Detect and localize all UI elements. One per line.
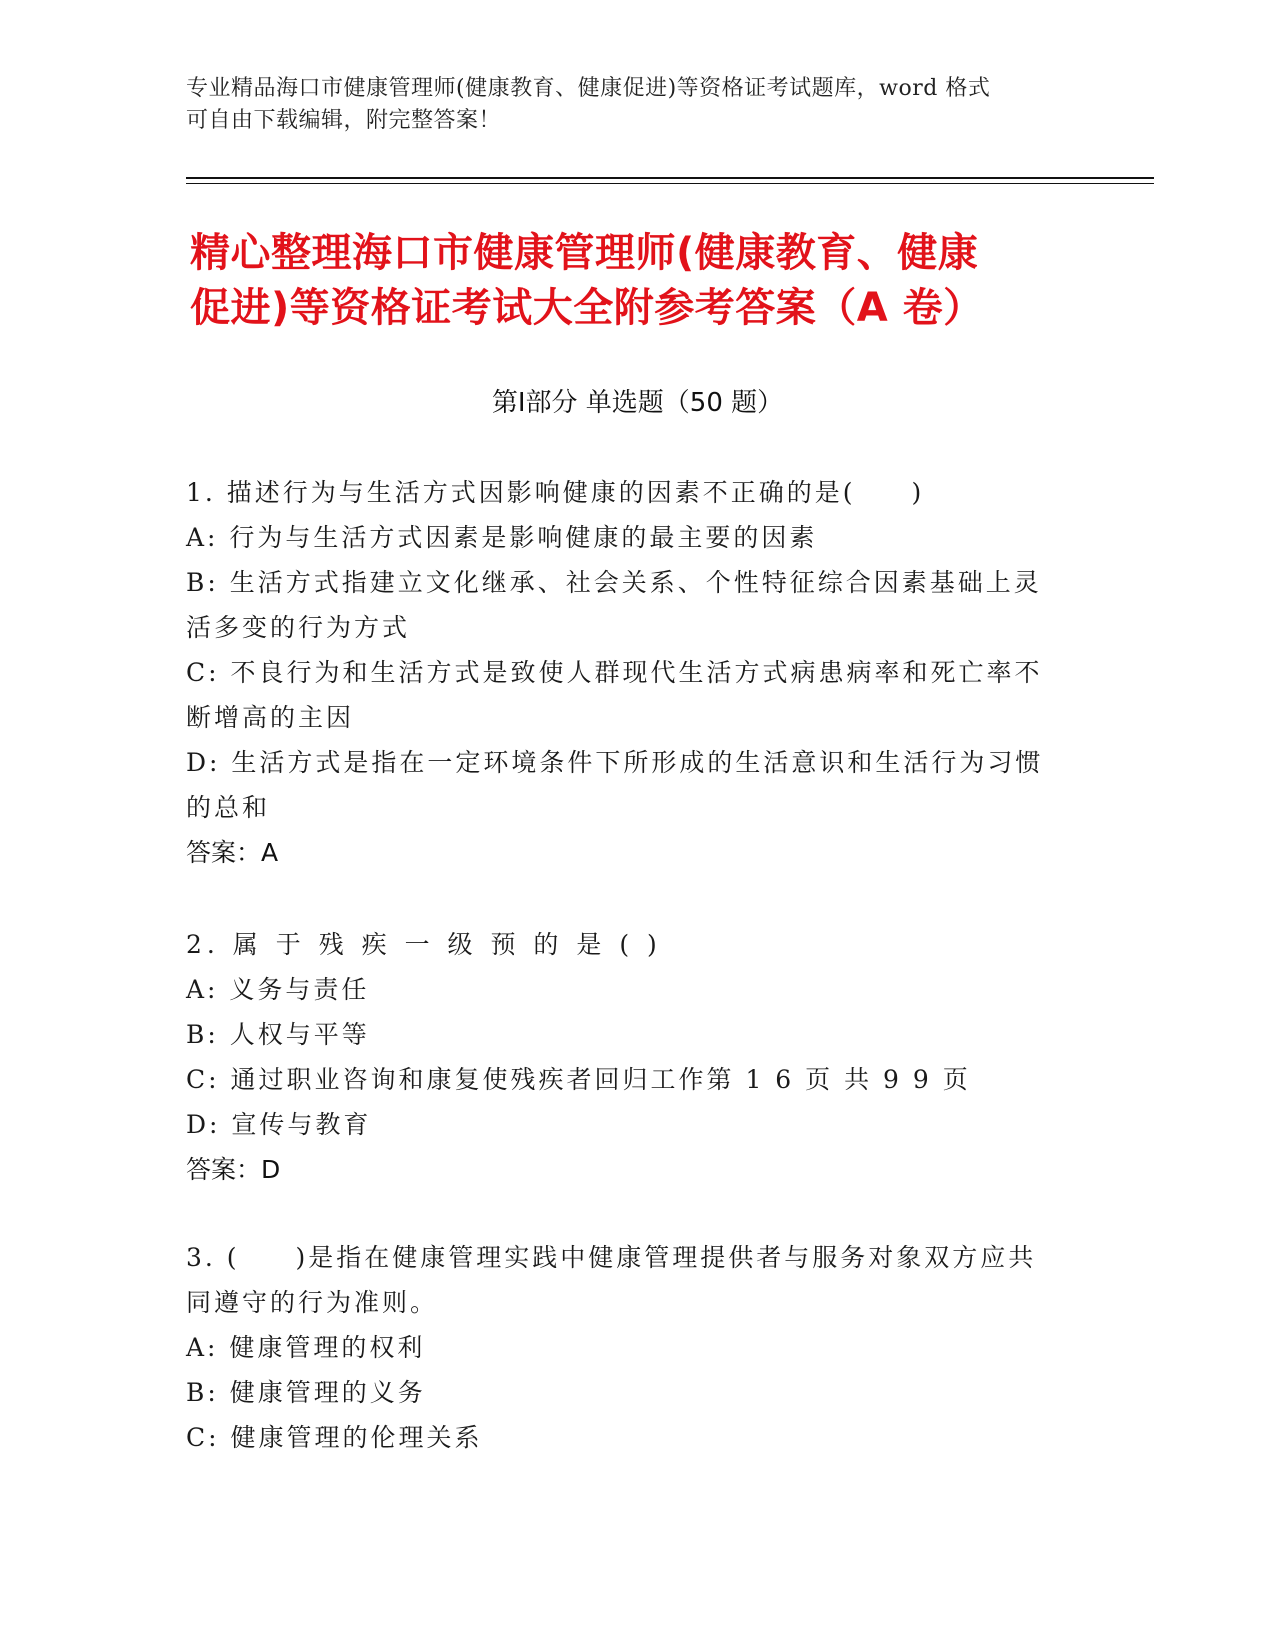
header-rule-thin — [186, 183, 1154, 184]
header-note-line-1: 专业精品海口市健康管理师(健康教育、健康促进)等资格证考试题库，word 格式 — [186, 76, 991, 101]
option-c: C: 健康管理的伦理关系 — [186, 1423, 483, 1452]
option-a: A: 义务与责任 — [186, 975, 370, 1004]
option-c-continued: 断增高的主因 — [186, 703, 355, 732]
question-3 — [186, 1235, 1086, 1460]
option-c: C: 不良行为和生活方式是致使人群现代生活方式病患病率和死亡率不 — [186, 658, 1043, 687]
option-b: B: 生活方式指建立文化继承、社会关系、个性特征综合因素基础上灵 — [186, 568, 1042, 597]
option-b: B: 人权与平等 — [186, 1020, 370, 1049]
document-title-line-2: 促进)等资格证考试大全附参考答案（A 卷） — [190, 285, 984, 331]
question-stem: 3. ( )是指在健康管理实践中健康管理提供者与服务对象双方应共 — [186, 1243, 1037, 1272]
answer-label: 答案：D — [186, 1155, 281, 1184]
header-rule-thick — [186, 177, 1154, 179]
section-heading: 第Ⅰ部分 单选题（50 题） — [491, 388, 784, 418]
document-title — [190, 226, 1090, 336]
document-title-line-1: 精心整理海口市健康管理师(健康教育、健康 — [190, 230, 979, 276]
option-a: A: 健康管理的权利 — [186, 1333, 426, 1362]
question-stem: 1. 描述行为与生活方式因影响健康的因素不正确的是( ) — [186, 478, 925, 507]
header-note-line-2: 可自由下载编辑，附完整答案！ — [186, 108, 502, 133]
question-1 — [186, 470, 1086, 875]
option-d-continued: 的总和 — [186, 793, 271, 822]
option-a: A: 行为与生活方式因素是影响健康的最主要的因素 — [186, 523, 818, 552]
option-d: D: 生活方式是指在一定环境条件下所形成的生活意识和生活行为习惯 — [186, 748, 1044, 777]
option-b: B: 健康管理的义务 — [186, 1378, 426, 1407]
header-note — [186, 73, 1066, 137]
option-c: C: 通过职业咨询和康复使残疾者回归工作第 1 6 页 共 9 9 页 — [186, 1065, 971, 1094]
question-stem: 2. 属 于 残 疾 一 级 预 的 是 ( ) — [186, 930, 662, 959]
option-d: D: 宣传与教育 — [186, 1110, 372, 1139]
answer-label: 答案：A — [186, 838, 279, 867]
question-2 — [186, 922, 1086, 1192]
question-stem-continued: 同遵守的行为准则。 — [186, 1288, 439, 1317]
option-b-continued: 活多变的行为方式 — [186, 613, 411, 642]
